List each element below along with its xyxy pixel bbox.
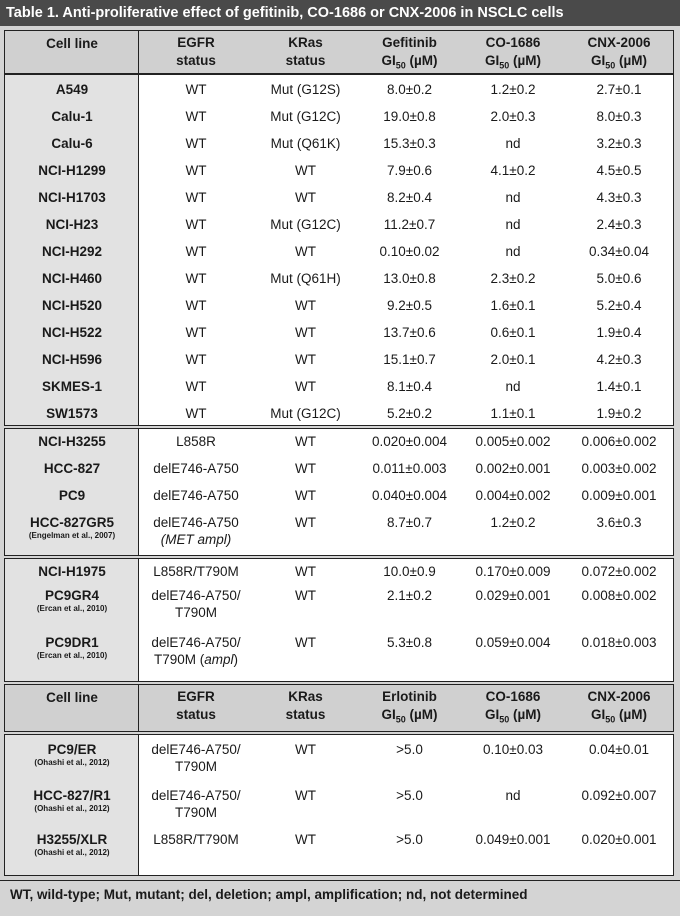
- table-header-2: [4, 684, 674, 732]
- gi50-cnx2006-cell: 8.0±0.3: [596, 109, 642, 124]
- gi50-cnx2006-cell: 0.006±0.002: [581, 434, 657, 449]
- gi50-primary-cell: 9.2±0.5: [387, 298, 432, 313]
- kras-status-cell: WT: [295, 379, 316, 394]
- header-egfr-status: EGFR status: [176, 35, 216, 68]
- gi50-cnx2006-cell: 0.092±0.007: [581, 788, 657, 803]
- gi50-co1686-cell: 1.2±0.2: [490, 515, 536, 530]
- table-row: [139, 378, 673, 405]
- cell-line-name: [5, 378, 139, 405]
- cell-line-label: H3255/XLR: [36, 832, 108, 847]
- cell-line-label: SKMES-1: [41, 379, 102, 394]
- kras-status-cell: Mut (G12C): [270, 109, 341, 124]
- kras-status-cell: Mut (Q61H): [270, 271, 341, 286]
- gi50-co1686-cell: nd: [505, 379, 521, 394]
- egfr-status-cell: [139, 741, 253, 787]
- cell-line-name: [5, 270, 139, 297]
- egfr-status-cell: [139, 297, 253, 324]
- egfr-status-cell: [139, 487, 253, 514]
- egfr-status-value: delE746-A750: [153, 515, 239, 530]
- gi50-cnx2006-cell: 0.018±0.003: [581, 635, 657, 650]
- egfr-status-value: WT: [185, 379, 207, 394]
- header-cnx2006: CNX-2006 $GI_{50}$ (µM): [587, 35, 651, 71]
- egfr-status-value: L858R/T790M: [153, 832, 239, 847]
- cell-line-reference: (Ercan et al., 2010): [36, 604, 108, 613]
- egfr-status-note: T790M: [174, 805, 218, 820]
- header2-erlotinib: Erlotinib $GI_{50}$ (µM): [381, 689, 438, 725]
- table-group-egfr-wt: [4, 74, 674, 426]
- header-kras-status: KRas status: [285, 35, 326, 68]
- table-row: [139, 831, 673, 875]
- gi50-cnx2006-cell: 5.2±0.4: [596, 298, 642, 313]
- cell-line-label: NCI-H520: [41, 298, 103, 313]
- gi50-co1686-cell: 0.005±0.002: [475, 434, 551, 449]
- header2-cell-line: Cell line: [46, 690, 98, 705]
- cell-line-label: NCI-H292: [41, 244, 103, 259]
- cell-line-name: [5, 162, 139, 189]
- gi50-primary-cell: 13.0±0.8: [383, 271, 436, 286]
- egfr-status-value: delE746-A750: [153, 488, 239, 503]
- egfr-status-cell: [139, 563, 253, 587]
- cell-line-reference: (Ohashi et al., 2012): [34, 758, 110, 767]
- gi50-cnx2006-cell: 0.34±0.04: [589, 244, 649, 259]
- gi50-cnx2006-cell: 4.5±0.5: [596, 163, 642, 178]
- egfr-status-cell: [139, 108, 253, 135]
- cell-line-label: HCC-827: [43, 461, 101, 476]
- gi50-primary-cell: 5.3±0.8: [387, 635, 432, 650]
- cell-line-label: HCC-827/R1: [33, 788, 111, 803]
- egfr-status-cell: [139, 270, 253, 297]
- cell-line-name: [5, 831, 139, 875]
- cell-line-name: [5, 81, 139, 108]
- kras-status-cell: WT: [295, 461, 316, 476]
- gi50-co1686-cell: 1.6±0.1: [490, 298, 536, 313]
- gi50-co1686-cell: 0.170±0.009: [475, 564, 551, 579]
- gi50-cnx2006-cell: 1.4±0.1: [596, 379, 642, 394]
- table-row: [139, 563, 673, 587]
- kras-status-cell: WT: [295, 163, 316, 178]
- table-row: [139, 324, 673, 351]
- cell-line-label: NCI-H460: [41, 271, 103, 286]
- header2-egfr-status: EGFR status: [176, 689, 216, 722]
- cell-line-reference: (Ercan et al., 2010): [36, 651, 108, 660]
- gi50-co1686-cell: 0.049±0.001: [475, 832, 551, 847]
- gi50-cnx2006-cell: 3.6±0.3: [596, 515, 642, 530]
- egfr-status-cell: [139, 189, 253, 216]
- table-group-erlotinib-resistant: [4, 734, 674, 876]
- table-header-1: [4, 30, 674, 74]
- table-group-t790m: [4, 558, 674, 682]
- cell-line-name: [5, 563, 139, 587]
- gi50-primary-cell: 10.0±0.9: [383, 564, 436, 579]
- gi50-cnx2006-cell: 0.008±0.002: [581, 588, 657, 603]
- kras-status-cell: WT: [295, 635, 316, 650]
- egfr-status-cell: [139, 433, 253, 460]
- gi50-primary-cell: 8.7±0.7: [387, 515, 432, 530]
- gi50-cnx2006-cell: 4.3±0.3: [596, 190, 642, 205]
- table-row: [139, 108, 673, 135]
- egfr-status-value: WT: [185, 82, 207, 97]
- gi50-cnx2006-cell: 1.9±0.2: [596, 406, 642, 421]
- cell-line-name: [5, 297, 139, 324]
- cell-line-label: Calu-1: [51, 109, 93, 124]
- cell-line-reference: (Engelman et al., 2007): [28, 531, 116, 540]
- gi50-primary-cell: 8.1±0.4: [387, 379, 432, 394]
- gi50-co1686-cell: 2.3±0.2: [490, 271, 536, 286]
- cell-line-reference: (Ohashi et al., 2012): [34, 848, 110, 857]
- kras-status-cell: WT: [295, 832, 316, 847]
- gi50-co1686-cell: 0.6±0.1: [490, 325, 536, 340]
- gi50-cnx2006-cell: 0.072±0.002: [581, 564, 657, 579]
- cell-line-name: [5, 324, 139, 351]
- cell-line-label: NCI-H1975: [38, 564, 106, 579]
- kras-status-cell: WT: [295, 742, 316, 757]
- cell-line-name: [5, 487, 139, 514]
- kras-status-cell: WT: [295, 190, 316, 205]
- cell-line-name: [5, 189, 139, 216]
- egfr-status-value: WT: [185, 244, 207, 259]
- gi50-primary-cell: >5.0: [396, 742, 423, 757]
- gi50-primary-cell: 0.040±0.004: [372, 488, 447, 503]
- egfr-status-cell: [139, 216, 253, 243]
- gi50-co1686-cell: 2.0±0.1: [490, 352, 536, 367]
- egfr-status-value: WT: [185, 109, 207, 124]
- gi50-co1686-cell: 0.004±0.002: [475, 488, 551, 503]
- kras-status-cell: WT: [295, 325, 316, 340]
- cell-line-name: [5, 587, 139, 634]
- egfr-status-value: WT: [185, 325, 207, 340]
- kras-status-cell: WT: [295, 434, 316, 449]
- table-row: [139, 297, 673, 324]
- gi50-primary-cell: 19.0±0.8: [383, 109, 436, 124]
- cell-line-label: NCI-H23: [45, 217, 99, 232]
- gi50-co1686-cell: nd: [505, 217, 521, 232]
- cell-line-label: NCI-H596: [41, 352, 103, 367]
- kras-status-cell: WT: [295, 515, 316, 530]
- egfr-status-cell: [139, 324, 253, 351]
- gi50-primary-cell: >5.0: [396, 788, 423, 803]
- cell-line-name: [5, 108, 139, 135]
- egfr-status-value: WT: [185, 406, 207, 421]
- cell-line-name: [5, 351, 139, 378]
- cell-line-label: NCI-H1703: [38, 190, 106, 205]
- kras-status-cell: WT: [295, 298, 316, 313]
- cell-line-label: PC9: [58, 488, 86, 503]
- table-row: [139, 741, 673, 787]
- header2-co1686: CO-1686 $GI_{50}$ (µM): [484, 689, 542, 725]
- gi50-co1686-cell: nd: [505, 244, 521, 259]
- table-row: [139, 243, 673, 270]
- egfr-status-cell: [139, 460, 253, 487]
- gi50-co1686-cell: 1.1±0.1: [490, 406, 536, 421]
- kras-status-cell: Mut (G12C): [270, 217, 341, 232]
- egfr-status-value: WT: [185, 271, 207, 286]
- cell-line-name: [5, 514, 139, 559]
- egfr-status-value: delE746-A750/: [151, 742, 241, 757]
- gi50-cnx2006-cell: 2.4±0.3: [596, 217, 642, 232]
- cell-line-label: PC9DR1: [45, 635, 99, 650]
- egfr-status-note: T790M: [174, 759, 218, 774]
- egfr-status-cell: [139, 81, 253, 108]
- egfr-status-cell: [139, 514, 253, 559]
- egfr-status-value: WT: [185, 190, 207, 205]
- table-row: [139, 514, 673, 559]
- kras-status-cell: WT: [295, 588, 316, 603]
- egfr-status-note: T790M: [174, 605, 218, 620]
- gi50-cnx2006-cell: 0.003±0.002: [581, 461, 657, 476]
- egfr-status-cell: [139, 587, 253, 634]
- gi50-primary-cell: 15.1±0.7: [383, 352, 436, 367]
- cell-line-label: NCI-H522: [41, 325, 103, 340]
- egfr-status-cell: [139, 351, 253, 378]
- cell-line-name: [5, 243, 139, 270]
- table-row: [139, 270, 673, 297]
- cell-line-label: PC9GR4: [44, 588, 100, 603]
- kras-status-cell: Mut (Q61K): [270, 136, 341, 151]
- header-gefitinib: Gefitinib $GI_{50}$ (µM): [381, 35, 438, 71]
- header2-cnx2006: CNX-2006 $GI_{50}$ (µM): [587, 689, 651, 725]
- egfr-status-value: WT: [185, 298, 207, 313]
- egfr-status-cell: [139, 787, 253, 831]
- gi50-co1686-cell: 0.002±0.001: [475, 461, 551, 476]
- cell-line-label: HCC-827GR5: [29, 515, 115, 530]
- table-group-egfr-activating: [4, 428, 674, 556]
- egfr-status-cell: [139, 243, 253, 270]
- kras-status-cell: WT: [295, 244, 316, 259]
- egfr-status-cell: [139, 162, 253, 189]
- gi50-co1686-cell: 2.0±0.3: [490, 109, 536, 124]
- gi50-primary-cell: 5.2±0.2: [387, 406, 432, 421]
- egfr-status-value: delE746-A750/: [151, 588, 241, 603]
- header-cell-line: Cell line: [46, 36, 98, 51]
- cell-line-label: SW1573: [46, 406, 98, 421]
- cell-line-name: [5, 787, 139, 831]
- gi50-primary-cell: 0.020±0.004: [372, 434, 447, 449]
- gi50-co1686-cell: 0.10±0.03: [483, 742, 543, 757]
- header2-kras-status: KRas status: [285, 689, 326, 722]
- gi50-co1686-cell: nd: [505, 136, 521, 151]
- egfr-status-cell: [139, 634, 253, 681]
- egfr-status-cell: [139, 831, 253, 875]
- gi50-primary-cell: >5.0: [396, 832, 423, 847]
- gi50-co1686-cell: 0.029±0.001: [475, 588, 551, 603]
- egfr-status-value: WT: [185, 163, 207, 178]
- gi50-cnx2006-cell: 5.0±0.6: [596, 271, 642, 286]
- table-row: [139, 81, 673, 108]
- cell-line-label: A549: [55, 82, 89, 97]
- table-row: [139, 587, 673, 634]
- egfr-status-value: delE746-A750/: [151, 788, 241, 803]
- gi50-cnx2006-cell: 0.020±0.001: [581, 832, 657, 847]
- egfr-status-value: L858R: [176, 434, 216, 449]
- gi50-primary-cell: 0.011±0.003: [372, 461, 447, 476]
- gi50-co1686-cell: nd: [505, 788, 521, 803]
- gi50-primary-cell: 8.0±0.2: [387, 82, 432, 97]
- cell-line-name: [5, 135, 139, 162]
- gi50-co1686-cell: nd: [505, 190, 521, 205]
- gi50-primary-cell: 2.1±0.2: [387, 588, 432, 603]
- kras-status-cell: Mut (G12S): [270, 82, 341, 97]
- gi50-cnx2006-cell: 0.009±0.001: [581, 488, 657, 503]
- gi50-primary-cell: 8.2±0.4: [387, 190, 432, 205]
- egfr-status-value: WT: [185, 136, 207, 151]
- egfr-status-value: delE746-A750: [153, 461, 239, 476]
- table-title: Table 1. Anti-proliferative effect of gefitinib, CO-1686 or CNX-2006 in NSCLC cells: [0, 0, 680, 26]
- gi50-co1686-cell: 0.059±0.004: [475, 635, 551, 650]
- gi50-primary-cell: 15.3±0.3: [383, 136, 436, 151]
- kras-status-cell: WT: [295, 488, 316, 503]
- cell-line-label: PC9/ER: [47, 742, 97, 757]
- table-row: [139, 162, 673, 189]
- egfr-status-value: WT: [185, 217, 207, 232]
- egfr-status-cell: [139, 135, 253, 162]
- cell-line-label: NCI-H1299: [38, 163, 106, 178]
- egfr-status-value: delE746-A750/: [151, 635, 241, 650]
- table-row: [139, 216, 673, 243]
- gi50-co1686-cell: 1.2±0.2: [490, 82, 536, 97]
- cell-line-name: [5, 741, 139, 787]
- kras-status-cell: WT: [295, 352, 316, 367]
- table-row: [139, 460, 673, 487]
- gi50-co1686-cell: 4.1±0.2: [490, 163, 536, 178]
- egfr-status-note: (MET ampl): [160, 532, 232, 547]
- gi50-cnx2006-cell: 0.04±0.01: [589, 742, 649, 757]
- gi50-primary-cell: 7.9±0.6: [387, 163, 432, 178]
- table-row: [139, 351, 673, 378]
- table-row: [139, 135, 673, 162]
- cell-line-name: [5, 216, 139, 243]
- egfr-status-note: T790M (ampl): [153, 652, 239, 667]
- gi50-cnx2006-cell: 2.7±0.1: [596, 82, 642, 97]
- gi50-cnx2006-cell: 3.2±0.3: [596, 136, 642, 151]
- gi50-cnx2006-cell: 1.9±0.4: [596, 325, 642, 340]
- kras-status-cell: WT: [295, 564, 316, 579]
- table-row: [139, 189, 673, 216]
- gi50-primary-cell: 0.10±0.02: [379, 244, 440, 259]
- kras-status-cell: Mut (G12C): [270, 406, 341, 421]
- table-row: [139, 433, 673, 460]
- table-footnote: WT, wild-type; Mut, mutant; del, deletion; ampl, amplification; nd, not determined: [0, 880, 680, 916]
- gi50-primary-cell: 13.7±0.6: [383, 325, 436, 340]
- egfr-status-cell: [139, 378, 253, 405]
- cell-line-name: [5, 634, 139, 681]
- egfr-status-value: L858R/T790M: [153, 564, 239, 579]
- cell-line-label: NCI-H3255: [38, 434, 106, 449]
- table-row: [139, 787, 673, 831]
- header-co1686: CO-1686 $GI_{50}$ (µM): [484, 35, 542, 71]
- egfr-status-value: WT: [185, 352, 207, 367]
- cell-line-label: Calu-6: [51, 136, 93, 151]
- kras-status-cell: WT: [295, 788, 316, 803]
- table-row: [139, 487, 673, 514]
- table-row: [139, 634, 673, 681]
- gi50-cnx2006-cell: 4.2±0.3: [596, 352, 642, 367]
- cell-line-reference: (Ohashi et al., 2012): [34, 804, 110, 813]
- gi50-primary-cell: 11.2±0.7: [383, 217, 436, 232]
- cell-line-name: [5, 460, 139, 487]
- cell-line-name: [5, 433, 139, 460]
